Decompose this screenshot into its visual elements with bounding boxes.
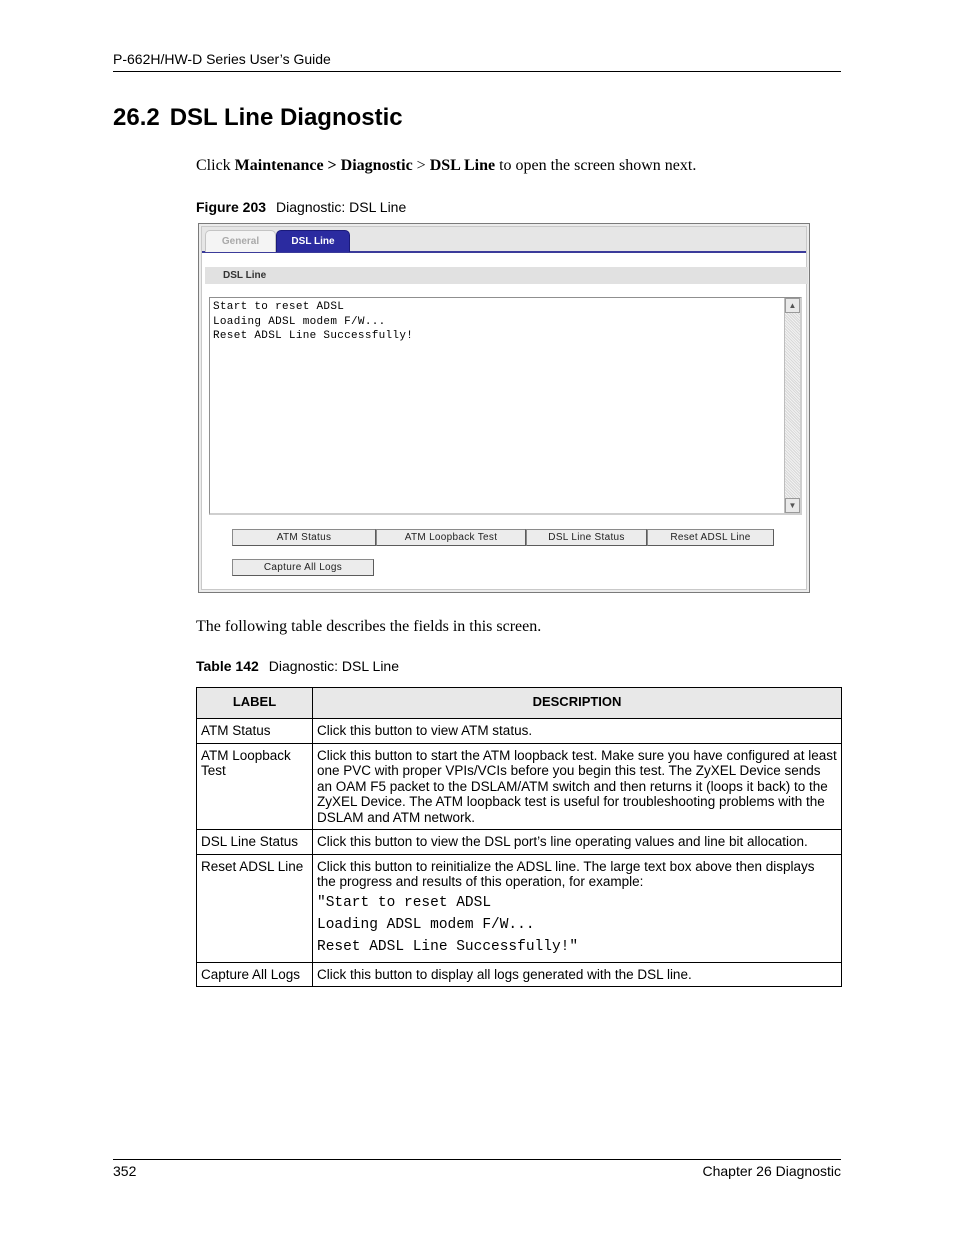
log-scrollbar[interactable] xyxy=(784,298,800,513)
row-description: Click this button to view the DSL port’s line operating values and line bit allocation. xyxy=(313,830,842,855)
intro-paragraph xyxy=(196,157,696,175)
tab-general[interactable]: General xyxy=(205,230,276,252)
code-example-line: "Start to reset ADSL xyxy=(317,894,492,911)
row-description: Click this button to display all logs generated with the DSL line. xyxy=(313,962,842,987)
table-intro: The following table describes the fields in this screen. xyxy=(196,618,542,635)
table-label: Table 142 xyxy=(196,658,259,674)
row-label: Reset ADSL Line xyxy=(197,854,313,962)
figure-title: Diagnostic: DSL Line xyxy=(276,199,407,215)
intro-suffix: to open the screen shown next. xyxy=(495,157,697,174)
intro-menu-item: DSL Line xyxy=(429,157,496,174)
reset-adsl-line-button[interactable]: Reset ADSL Line xyxy=(647,529,774,546)
table-header-row xyxy=(197,688,842,719)
table-row xyxy=(197,719,842,744)
intro-separator: > xyxy=(412,157,430,174)
row-label: DSL Line Status xyxy=(197,830,313,855)
screen-body xyxy=(201,226,807,590)
row-label: ATM Status xyxy=(197,719,313,744)
row-label: Capture All Logs xyxy=(197,962,313,987)
row-label: ATM Loopback Test xyxy=(197,743,313,830)
dsl-line-status-button[interactable]: DSL Line Status xyxy=(526,529,647,546)
row-description: Click this button to start the ATM loopback test. Make sure you have configured at least one PVC with proper VPIs/VCIs before you begin this test. The ZyXEL Device sends an OAM F5 packet to the DSLAM/ATM switch and then returns it (loops it back) to the ZyXEL Device. The ATM loopback test is useful for troubleshooting problems with the DSLAM and ATM network. xyxy=(313,743,842,830)
table-row xyxy=(197,854,842,962)
row-description-cell xyxy=(313,854,842,962)
intro-menu-path: Maintenance > Diagnostic xyxy=(234,157,413,174)
code-example-line: Reset ADSL Line Successfully!" xyxy=(317,938,579,955)
log-textarea[interactable] xyxy=(209,297,802,515)
scroll-up-icon[interactable]: ▲ xyxy=(785,298,800,313)
capture-all-logs-button[interactable]: Capture All Logs xyxy=(232,559,374,576)
table-row xyxy=(197,830,842,855)
section-number: 26.2 xyxy=(113,104,160,131)
tab-bar xyxy=(202,227,806,253)
log-text: Start to reset ADSL Loading ADSL modem F/W... Reset ADSL Line Successfully! xyxy=(213,301,414,342)
figure-caption xyxy=(196,199,406,215)
atm-status-button[interactable]: ATM Status xyxy=(232,529,376,546)
header-rule xyxy=(113,71,841,72)
atm-loopback-test-button[interactable]: ATM Loopback Test xyxy=(376,529,526,546)
header-description: DESCRIPTION xyxy=(313,688,842,719)
tab-dsl-line[interactable]: DSL Line xyxy=(276,230,350,252)
screenshot-panel xyxy=(198,223,810,593)
intro-prefix: Click xyxy=(196,157,235,174)
subheading-label: DSL Line xyxy=(223,270,267,281)
description-table xyxy=(196,687,842,987)
table-row xyxy=(197,743,842,830)
table-title: Diagnostic: DSL Line xyxy=(268,658,399,674)
table-row xyxy=(197,962,842,987)
row-description: Click this button to reinitialize the ADSL line. The large text box above then displays the progress and results of this operation, for example: xyxy=(317,858,815,889)
table-caption xyxy=(196,658,399,674)
section-title: DSL Line Diagnostic xyxy=(169,104,403,131)
footer-rule xyxy=(113,1159,841,1160)
chapter-title: Chapter 26 Diagnostic xyxy=(702,1163,841,1179)
header-label: LABEL xyxy=(197,688,313,719)
page-number: 352 xyxy=(113,1163,137,1179)
row-description: Click this button to view ATM status. xyxy=(313,719,842,744)
running-header: P-662H/HW-D Series User’s Guide xyxy=(113,51,331,67)
code-example-line: Loading ADSL modem F/W... xyxy=(317,916,535,933)
section-subheading xyxy=(205,267,808,284)
scroll-down-icon[interactable]: ▼ xyxy=(785,498,800,513)
figure-label: Figure 203 xyxy=(196,199,267,215)
section-heading xyxy=(113,104,403,132)
